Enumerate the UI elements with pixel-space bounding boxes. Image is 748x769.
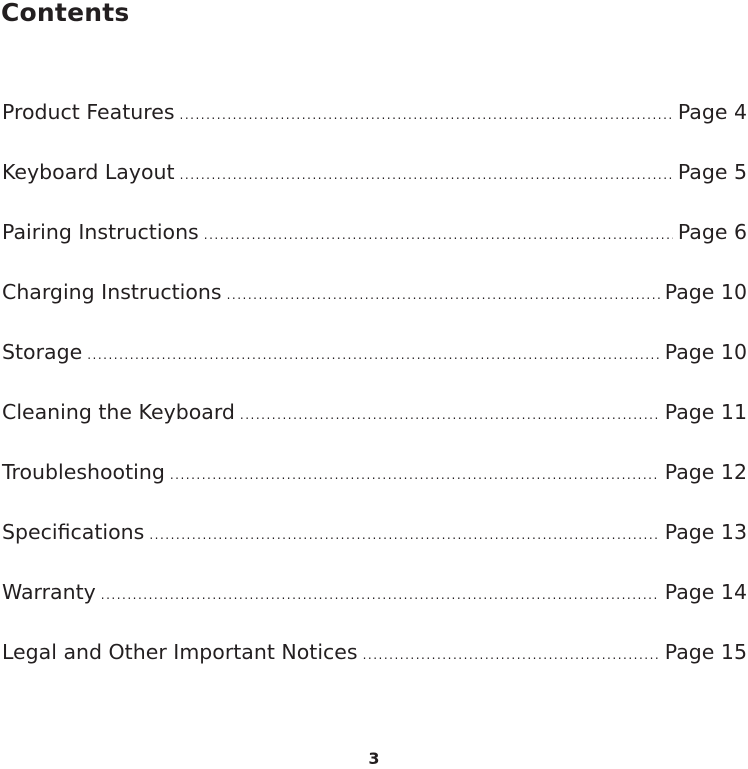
- toc-entry-page: Page 12: [664, 460, 747, 484]
- toc-entry-title: Pairing Instructions: [2, 220, 199, 244]
- dot-leader: [363, 648, 660, 668]
- toc-entry-page: Page 4: [677, 100, 747, 124]
- toc-entry-warranty[interactable]: [2, 580, 747, 640]
- contents-heading: Contents: [1, 0, 130, 27]
- toc-entry-title: Charging Instructions: [2, 280, 222, 304]
- toc-entry-page: Page 14: [664, 580, 747, 604]
- dot-leader: [149, 528, 659, 548]
- toc-entry-title: Legal and Other Important Notices: [2, 640, 358, 664]
- toc-entry-page: Page 11: [664, 400, 747, 424]
- toc-entry-title: Warranty: [2, 580, 96, 604]
- dot-leader: [87, 348, 660, 368]
- toc-entry-troubleshooting[interactable]: [2, 460, 747, 520]
- toc-entry-title: Troubleshooting: [2, 460, 165, 484]
- toc-entry-legal-notices[interactable]: [2, 640, 747, 700]
- toc-entry-pairing-instructions[interactable]: [2, 220, 747, 280]
- toc-entry-title: Storage: [2, 340, 83, 364]
- page-number: 3: [368, 749, 380, 768]
- toc-entry-charging-instructions[interactable]: [2, 280, 747, 340]
- toc-entry-page: Page 13: [664, 520, 747, 544]
- toc-entry-title: Cleaning the Keyboard: [2, 400, 235, 424]
- toc-entry-page: Page 15: [664, 640, 747, 664]
- toc-entry-keyboard-layout[interactable]: [2, 160, 747, 220]
- toc-entry-specifications[interactable]: [2, 520, 747, 580]
- toc-entry-title: Specifications: [2, 520, 145, 544]
- table-of-contents: [2, 100, 747, 700]
- toc-entry-product-features[interactable]: [2, 100, 747, 160]
- toc-entry-storage[interactable]: [2, 340, 747, 400]
- dot-leader: [180, 168, 673, 188]
- toc-entry-cleaning-the-keyboard[interactable]: [2, 400, 747, 460]
- dot-leader: [227, 288, 660, 308]
- toc-entry-title: Product Features: [2, 100, 175, 124]
- dot-leader: [170, 468, 660, 488]
- dot-leader: [204, 228, 673, 248]
- toc-entry-page: Page 5: [677, 160, 747, 184]
- toc-entry-page: Page 6: [677, 220, 747, 244]
- toc-entry-page: Page 10: [664, 280, 747, 304]
- dot-leader: [180, 108, 673, 128]
- toc-entry-page: Page 10: [664, 340, 747, 364]
- dot-leader: [101, 588, 660, 608]
- toc-entry-title: Keyboard Layout: [2, 160, 175, 184]
- dot-leader: [240, 408, 660, 428]
